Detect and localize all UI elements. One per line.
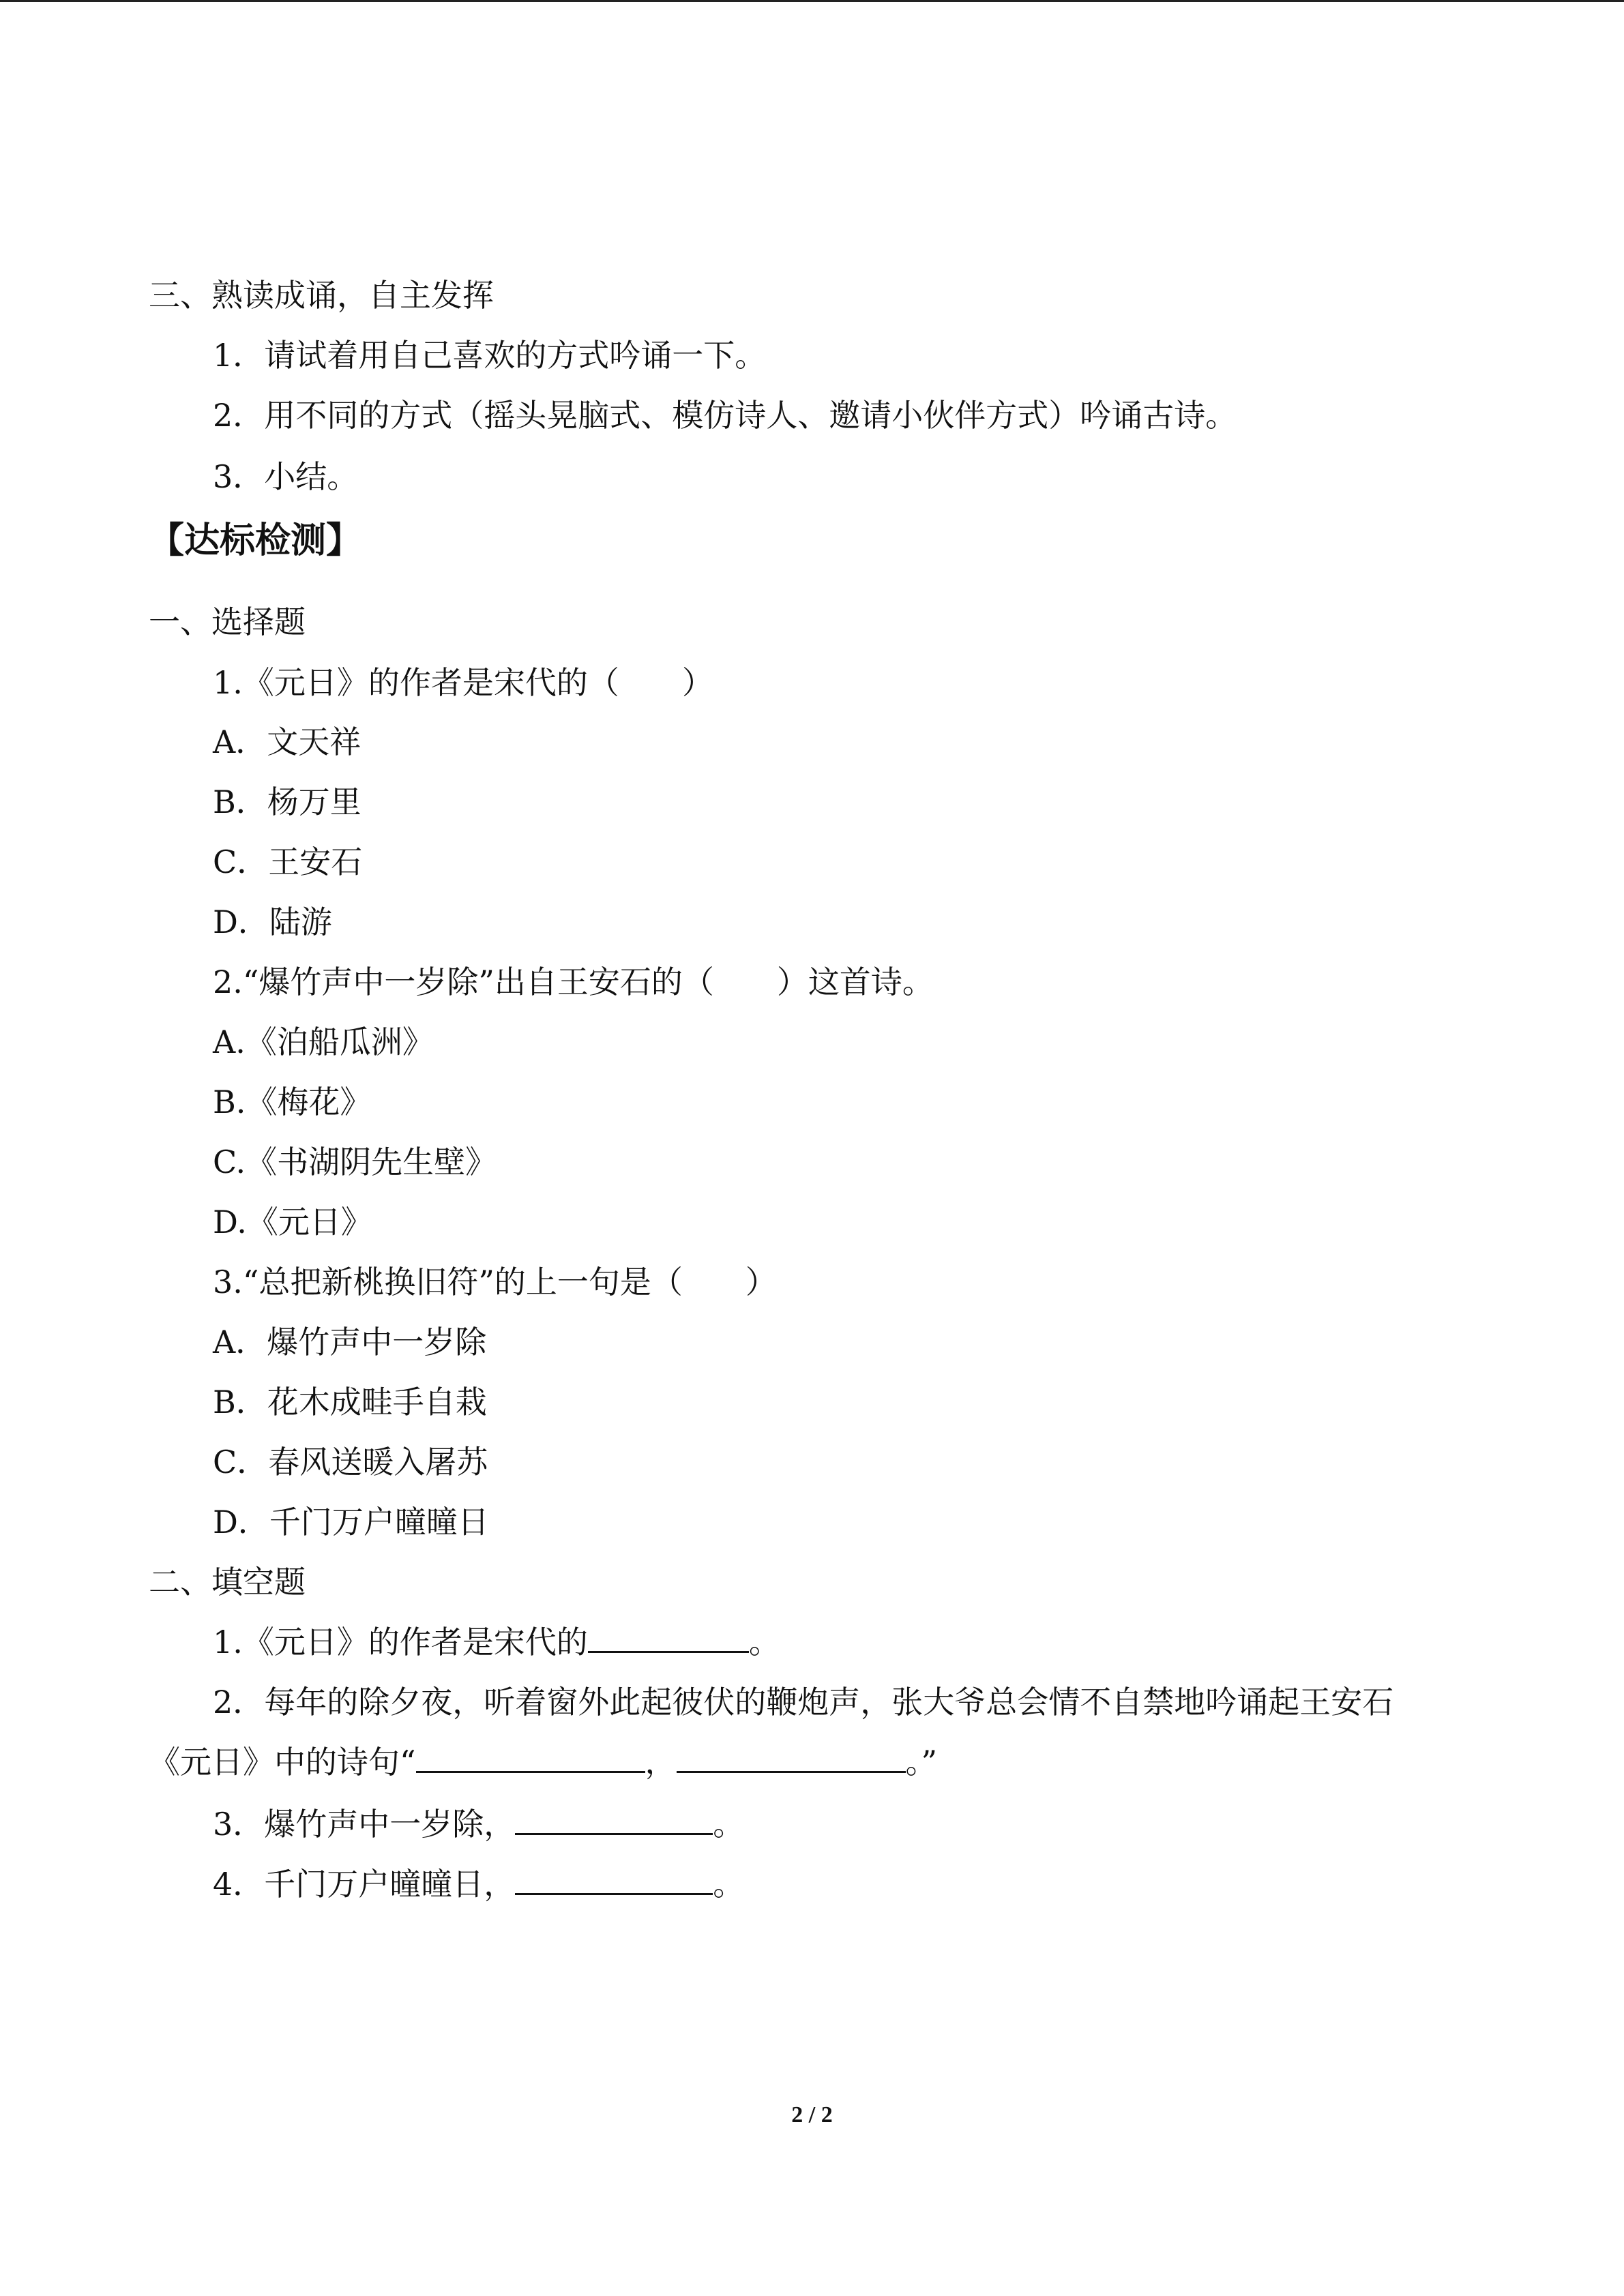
section-three-item-1: 1．请试着用自己喜欢的方式吟诵一下。 bbox=[213, 337, 767, 374]
fill-question-4-end: 。 bbox=[713, 1866, 745, 1903]
section-three-title: 三、熟读成诵，自主发挥 bbox=[149, 277, 494, 314]
answer-blank-2b[interactable] bbox=[677, 1742, 906, 1773]
question-1-option-c: C．王安石 bbox=[213, 844, 363, 880]
page-number: 2 / 2 bbox=[791, 2102, 833, 2128]
question-1-option-b: B．杨万里 bbox=[213, 784, 361, 820]
question-3-option-c: C．春风送暖入屠苏 bbox=[213, 1444, 488, 1480]
question-2-option-a: A.《泊船瓜洲》 bbox=[213, 1024, 434, 1060]
question-1-stem: 1.《元日》的作者是宋代的（ ） bbox=[213, 664, 713, 701]
fill-question-2-line-2 bbox=[149, 1742, 937, 1783]
answer-blank-3[interactable] bbox=[515, 1804, 713, 1835]
fill-question-1-end: 。 bbox=[748, 1624, 780, 1660]
fill-question-2-text: 《元日》中的诗句“ bbox=[149, 1744, 416, 1780]
question-3-option-a: A．爆竹声中一岁除 bbox=[213, 1324, 487, 1360]
fill-question-1 bbox=[213, 1622, 780, 1663]
question-3-stem: 3.“总把新桃换旧符”的上一句是（ ） bbox=[213, 1264, 777, 1300]
question-1-option-d: D．陆游 bbox=[213, 904, 332, 940]
page-top-border bbox=[0, 0, 1624, 2]
fill-question-2-end: 。” bbox=[905, 1744, 938, 1780]
section-three-item-3: 3．小结。 bbox=[213, 458, 359, 495]
fill-question-4 bbox=[213, 1864, 744, 1905]
test-heading: 【达标检测】 bbox=[149, 520, 362, 561]
question-2-stem: 2.“爆竹声中一岁除”出自王安石的（ ）这首诗。 bbox=[213, 964, 934, 1000]
fill-section-title: 二、填空题 bbox=[149, 1564, 306, 1600]
section-three-item-2: 2．用不同的方式（摇头晃脑式、模仿诗人、邀请小伙伴方式）吟诵古诗。 bbox=[213, 397, 1237, 434]
question-3-option-b: B．花木成畦手自栽 bbox=[213, 1384, 487, 1420]
question-3-option-d: D．千门万户曈曈日 bbox=[213, 1504, 489, 1540]
choice-section-title: 一、选择题 bbox=[149, 603, 306, 640]
fill-question-3-end: 。 bbox=[713, 1806, 745, 1843]
fill-question-2-line-1: 2．每年的除夕夜，听着窗外此起彼伏的鞭炮声，张大爷总会情不自禁地吟诵起王安石 bbox=[213, 1684, 1394, 1720]
question-2-option-d: D.《元日》 bbox=[213, 1204, 372, 1240]
question-2-option-b: B.《梅花》 bbox=[213, 1084, 372, 1120]
fill-question-3 bbox=[213, 1804, 744, 1845]
fill-question-3-text: 3．爆竹声中一岁除， bbox=[213, 1806, 516, 1843]
fill-question-1-text: 1.《元日》的作者是宋代的 bbox=[213, 1624, 588, 1660]
answer-blank-2a[interactable] bbox=[416, 1742, 645, 1773]
question-2-option-c: C.《书湖阴先生壁》 bbox=[213, 1144, 497, 1180]
answer-blank-1[interactable] bbox=[588, 1622, 749, 1653]
answer-blank-4[interactable] bbox=[515, 1864, 713, 1895]
question-1-option-a: A．文天祥 bbox=[213, 724, 361, 760]
fill-question-2-comma: ， bbox=[645, 1744, 677, 1780]
fill-question-4-text: 4．千门万户曈曈日， bbox=[213, 1866, 516, 1903]
